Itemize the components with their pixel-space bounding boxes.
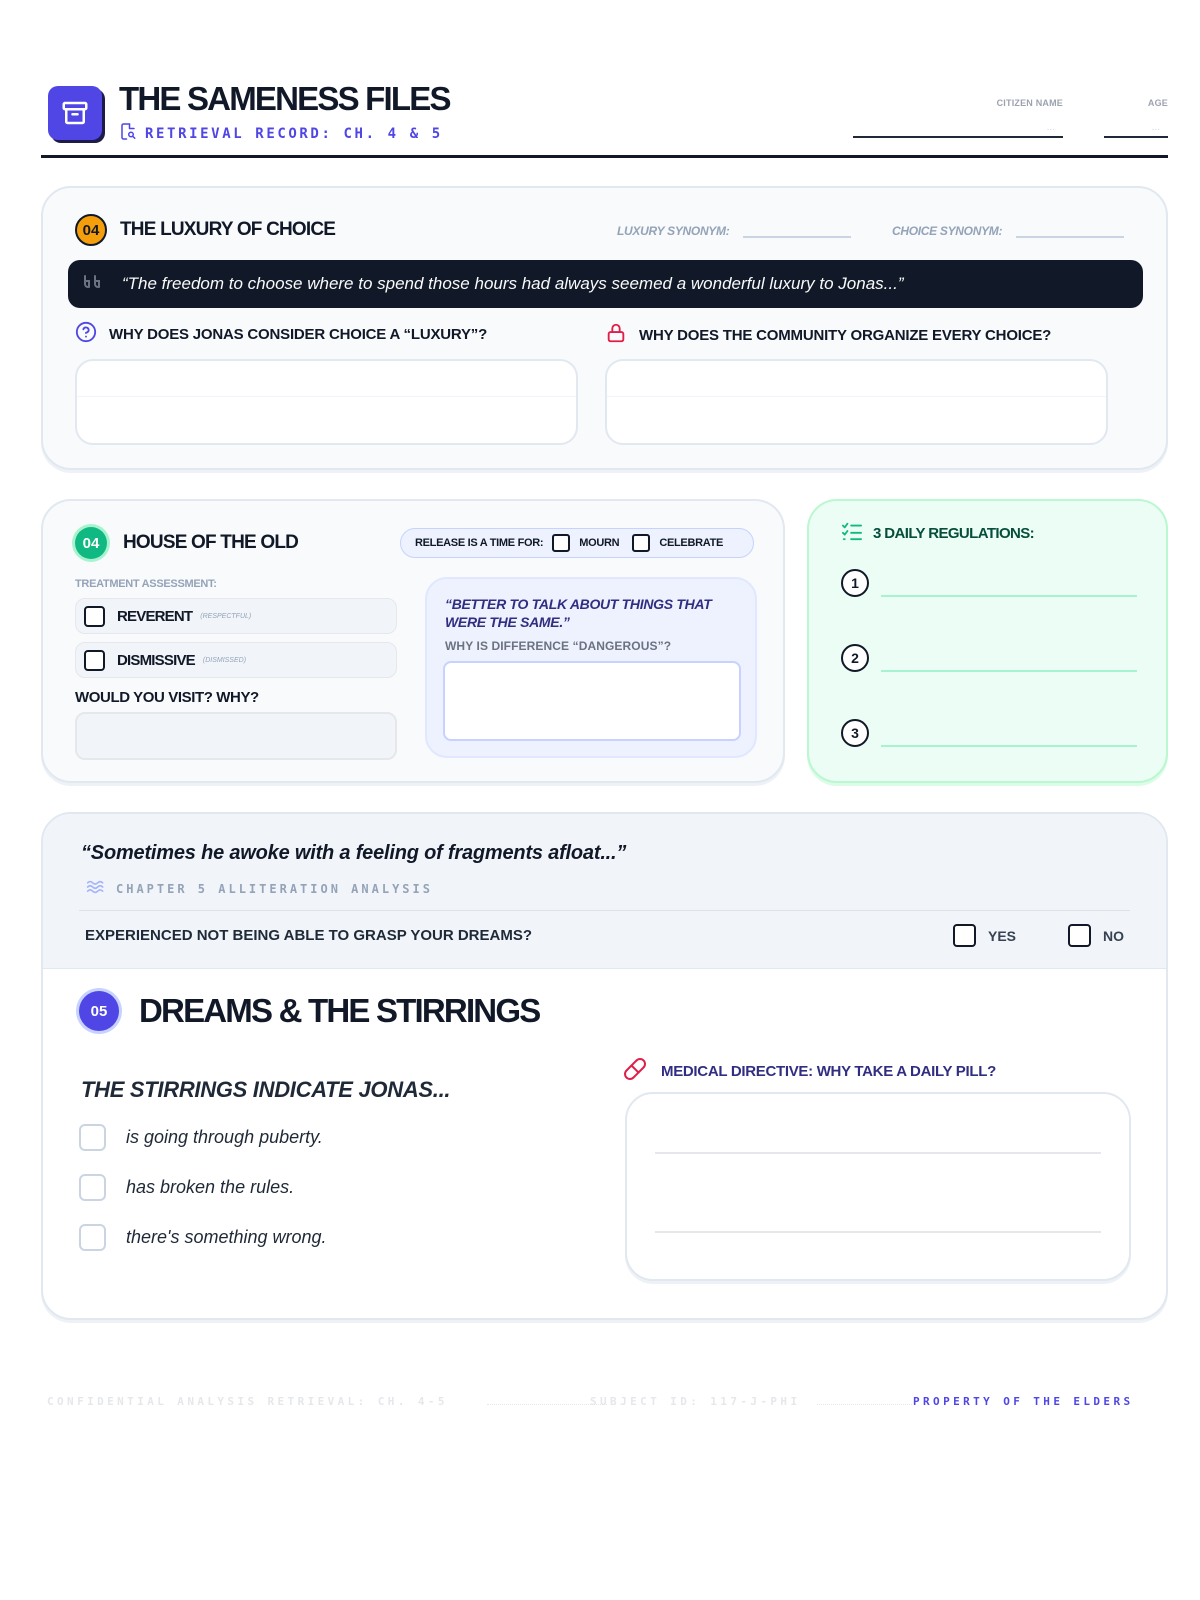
regulation-row[interactable] [841, 644, 1137, 672]
reverent-label: REVERENT [117, 607, 193, 625]
stirrings-option-label: has broken the rules. [126, 1177, 295, 1197]
dismissive-sublabel: (DISMISSED) [202, 656, 247, 664]
citizen-name-field[interactable] [853, 98, 1063, 138]
divider [79, 910, 1130, 911]
difference-quote: “BETTER TO TALK ABOUT THINGS THAT WERE THE SAME.” [445, 596, 712, 630]
difference-panel [425, 577, 757, 758]
alliteration-label [86, 879, 433, 898]
answer-line [655, 1152, 1101, 1154]
old-title: HOUSE OF THE OLD [123, 532, 299, 553]
dreams-header [79, 991, 539, 1031]
age-field[interactable] [1104, 98, 1168, 138]
no-checkbox[interactable] [1068, 924, 1091, 947]
stirrings-option[interactable] [79, 1174, 294, 1201]
alliteration-text: CHAPTER 5 ALLITERATION ANALYSIS [116, 881, 433, 896]
dream-quote: “Sometimes he awoke with a feeling of fragments afloat...” [81, 842, 627, 864]
section-badge: 05 [79, 991, 119, 1031]
footer-rule [817, 1404, 912, 1405]
regulation-input[interactable] [881, 652, 1137, 672]
release-pill [400, 528, 754, 558]
mourn-label: MOURN [579, 537, 620, 549]
reverent-sublabel: (RESPECTFUL) [200, 612, 252, 620]
list-checks-icon [841, 521, 863, 545]
yes-checkbox[interactable] [953, 924, 976, 947]
dreams-title: DREAMS & THE STIRRINGS [139, 992, 540, 1029]
house-of-the-old-card [41, 499, 785, 783]
visit-answer-box[interactable] [75, 712, 397, 760]
old-header [75, 527, 298, 559]
footer-right: PROPERTY OF THE ELDERS [913, 1395, 1134, 1408]
regulation-number: 1 [841, 569, 869, 597]
question-luxury-text: WHY DOES JONAS CONSIDER CHOICE A “LUXURY”? [109, 325, 488, 343]
stirrings-option[interactable] [79, 1124, 323, 1151]
help-circle-icon [75, 321, 97, 347]
regulation-input[interactable] [881, 727, 1137, 747]
stirrings-option-label: is going through puberty. [126, 1127, 323, 1147]
stirrings-option[interactable] [79, 1224, 327, 1251]
medical-answer-box[interactable] [625, 1092, 1131, 1281]
question-luxury [75, 321, 487, 347]
difference-answer-box[interactable] [443, 661, 741, 741]
dismissive-option[interactable] [75, 642, 397, 678]
yes-option[interactable] [953, 924, 1016, 947]
luxury-synonym-label: LUXURY SYNONYM: [617, 224, 730, 238]
regulation-number: 2 [841, 644, 869, 672]
page-title: THE SAMENESS FILES [119, 80, 450, 117]
section-badge: 04 [75, 214, 107, 246]
choice-synonym-field[interactable] [892, 220, 1124, 238]
mourn-checkbox[interactable] [552, 534, 570, 552]
stirrings-option-label: there's something wrong. [126, 1227, 327, 1247]
medical-header [623, 1057, 996, 1085]
footer-rule [487, 1404, 607, 1405]
page-header [41, 80, 1168, 158]
regulation-row[interactable] [841, 719, 1137, 747]
citizen-name-input[interactable]: ... [853, 114, 1063, 138]
citizen-name-label: CITIZEN NAME [996, 98, 1063, 108]
file-search-icon [119, 122, 137, 146]
regulation-input[interactable] [881, 577, 1137, 597]
archive-icon [48, 86, 102, 140]
difference-question: WHY IS DIFFERENCE “DANGEROUS”? [445, 639, 672, 653]
quote-icon [82, 272, 104, 297]
assessment-label: TREATMENT ASSESSMENT: [75, 578, 217, 590]
footer-center: SUBJECT ID: 117-J-PHI [590, 1395, 801, 1408]
dream-quote-panel [43, 814, 1166, 969]
regulation-row[interactable] [841, 569, 1137, 597]
choice-synonym-label: CHOICE SYNONYM: [892, 224, 1003, 238]
luxury-of-choice-card [41, 186, 1168, 470]
page-footer [47, 1395, 1165, 1415]
grasp-question: EXPERIENCED NOT BEING ABLE TO GRASP YOUR DREAMS? [85, 927, 533, 944]
no-label: NO [1103, 927, 1124, 944]
luxury-quote: “The freedom to choose where to spend those hours had always seemed a wonderful luxury to Jonas...” [122, 274, 904, 293]
reverent-option[interactable] [75, 598, 397, 634]
luxury-answer-box[interactable] [75, 359, 578, 445]
luxury-title: THE LUXURY OF CHOICE [120, 219, 336, 240]
retrieval-record-label: RETRIEVAL RECORD: CH. 4 & 5 [145, 126, 443, 142]
luxury-synonym-field[interactable] [617, 220, 851, 238]
regulations-title: 3 DAILY REGULATIONS: [873, 524, 1035, 542]
stirrings-checkbox[interactable] [79, 1124, 106, 1151]
luxury-synonym-input[interactable] [743, 220, 851, 238]
no-option[interactable] [1068, 924, 1124, 947]
subtitle [119, 122, 443, 146]
celebrate-checkbox[interactable] [632, 534, 650, 552]
stirrings-title: THE STIRRINGS INDICATE JONAS... [81, 1077, 451, 1102]
answer-line [655, 1231, 1101, 1233]
luxury-quote-bar [68, 260, 1143, 308]
daily-regulations-card [807, 499, 1168, 783]
stirrings-checkbox[interactable] [79, 1174, 106, 1201]
release-label: RELEASE IS A TIME FOR: [415, 537, 544, 549]
reverent-checkbox[interactable] [84, 606, 105, 627]
age-label: AGE [1147, 98, 1168, 108]
luxury-header [75, 214, 335, 246]
dreams-card [41, 812, 1168, 1320]
dismissive-label: DISMISSIVE [117, 651, 195, 669]
choice-synonym-input[interactable] [1016, 220, 1124, 238]
stirrings-checkbox[interactable] [79, 1224, 106, 1251]
question-community [605, 321, 1051, 349]
footer-left: CONFIDENTIAL ANALYSIS RETRIEVAL: CH. 4-5 [47, 1395, 448, 1408]
medical-title: MEDICAL DIRECTIVE: WHY TAKE A DAILY PILL? [661, 1062, 996, 1080]
waves-icon [86, 879, 106, 898]
yes-label: YES [988, 927, 1017, 944]
regulation-number: 3 [841, 719, 869, 747]
question-community-text: WHY DOES THE COMMUNITY ORGANIZE EVERY CHOICE? [639, 326, 1052, 344]
visit-question: WOULD YOU VISIT? WHY? [75, 689, 259, 706]
section-badge: 04 [75, 527, 107, 559]
community-answer-box[interactable] [605, 359, 1108, 445]
pill-icon [623, 1057, 647, 1085]
lock-icon [605, 321, 627, 349]
age-input[interactable]: ... [1104, 114, 1168, 138]
celebrate-label: CELEBRATE [659, 537, 724, 549]
regulations-header [841, 521, 1034, 545]
dismissive-checkbox[interactable] [84, 650, 105, 671]
